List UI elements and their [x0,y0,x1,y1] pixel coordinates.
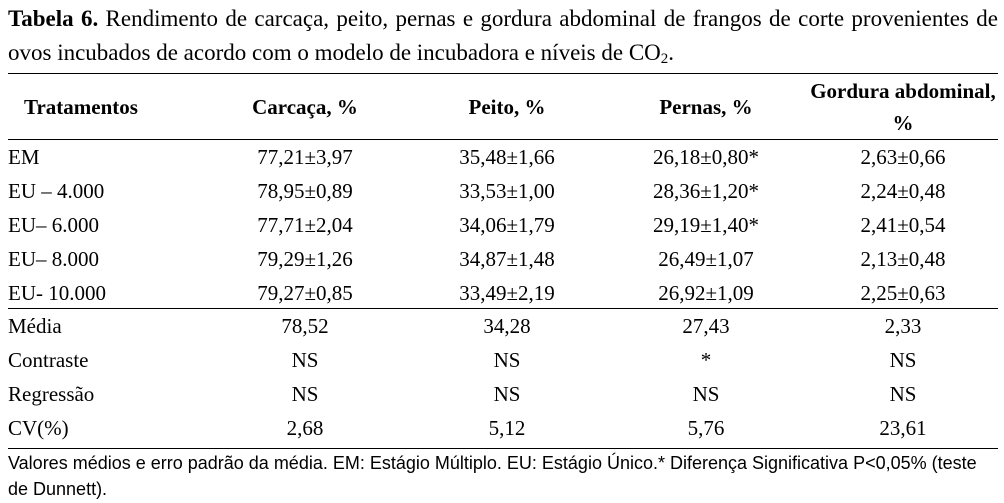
cell-gordura: 2,24±0,48 [860,179,946,203]
cell-carcaca: 79,27±0,85 [257,281,353,305]
table-footnote: Valores médios e erro padrão da média. EM: Estágio Múltiplo. EU: Estágio Único.* Diferença Significativa P<0,05% (teste de Dunnett). [8,453,977,499]
table-row [8,309,998,343]
stats-table [8,309,998,445]
row-label: Média [8,314,62,338]
row-label: EM [8,145,40,169]
cell-peito: 34,06±1,79 [459,213,555,237]
row-label: EU- 10.000 [8,281,106,305]
cell-gordura: 2,13±0,48 [860,247,946,271]
header-tratamentos: Tratamentos [24,94,138,119]
cell-carcaca: 77,21±3,97 [257,145,353,169]
cell-carcaca: NS [291,348,319,372]
row-label: EU– 8.000 [8,247,99,271]
caption-subscript: 2 [660,51,669,67]
cell-pernas: 28,36±1,20* [652,179,760,203]
cell-peito: NS [493,348,521,372]
cell-pernas: 26,49±1,07 [658,247,754,271]
table-row [8,377,998,411]
header-pernas: Pernas, % [659,94,753,119]
table-header [8,74,998,139]
cell-pernas: 27,43 [682,314,730,338]
cell-gordura: NS [889,382,917,406]
table-row [8,140,998,174]
row-label: EU– 6.000 [8,213,99,237]
cell-gordura: 23,61 [879,416,927,440]
cell-carcaca: 78,95±0,89 [257,179,353,203]
caption-end: . [668,40,675,65]
cell-carcaca: 79,29±1,26 [257,247,353,271]
table-row [8,174,998,208]
row-label: Contraste [8,348,89,372]
table-row [8,242,998,276]
cell-gordura: 2,63±0,66 [860,145,946,169]
header-peito: Peito, % [468,94,546,119]
header-gordura: Gordura abdominal, % [810,78,996,135]
cell-pernas: * [700,348,712,372]
cell-peito: 5,12 [488,416,526,440]
caption-label: Tabela 6. [8,6,99,31]
treatment-table [8,140,998,310]
bottom-rule [8,448,998,449]
cell-gordura: 2,41±0,54 [860,213,946,237]
row-label: CV(%) [8,416,69,440]
header-row [8,74,998,139]
caption-text: Rendimento de carcaça, peito, pernas e gordura abdominal de frangos de corte provenientes de ovos incubados de acordo com o modelo de incubadora e níveis de CO [8,6,998,65]
cell-gordura: 2,25±0,63 [860,281,946,305]
table-row [8,411,998,445]
cell-peito: 33,53±1,00 [459,179,555,203]
cell-peito: 33,49±2,19 [459,281,555,305]
cell-carcaca: NS [291,382,319,406]
cell-gordura: NS [889,348,917,372]
cell-peito: 34,87±1,48 [459,247,555,271]
row-label: Regressão [8,382,95,406]
cell-carcaca: 78,52 [281,314,329,338]
table-row [8,208,998,242]
cell-pernas: 5,76 [687,416,725,440]
cell-gordura: 2,33 [884,314,922,338]
cell-peito: 34,28 [483,314,531,338]
table-row [8,276,998,310]
cell-pernas: 26,18±0,80* [652,145,760,169]
cell-peito: 35,48±1,66 [459,145,555,169]
cell-carcaca: 2,68 [286,416,324,440]
cell-pernas: 29,19±1,40* [652,213,760,237]
table-caption [8,2,998,70]
cell-carcaca: 77,71±2,04 [257,213,353,237]
cell-pernas: NS [692,382,720,406]
table-row [8,343,998,377]
row-label: EU – 4.000 [8,179,105,203]
header-carcaca: Carcaça, % [252,94,358,119]
cell-peito: NS [493,382,521,406]
cell-pernas: 26,92±1,09 [658,281,754,305]
